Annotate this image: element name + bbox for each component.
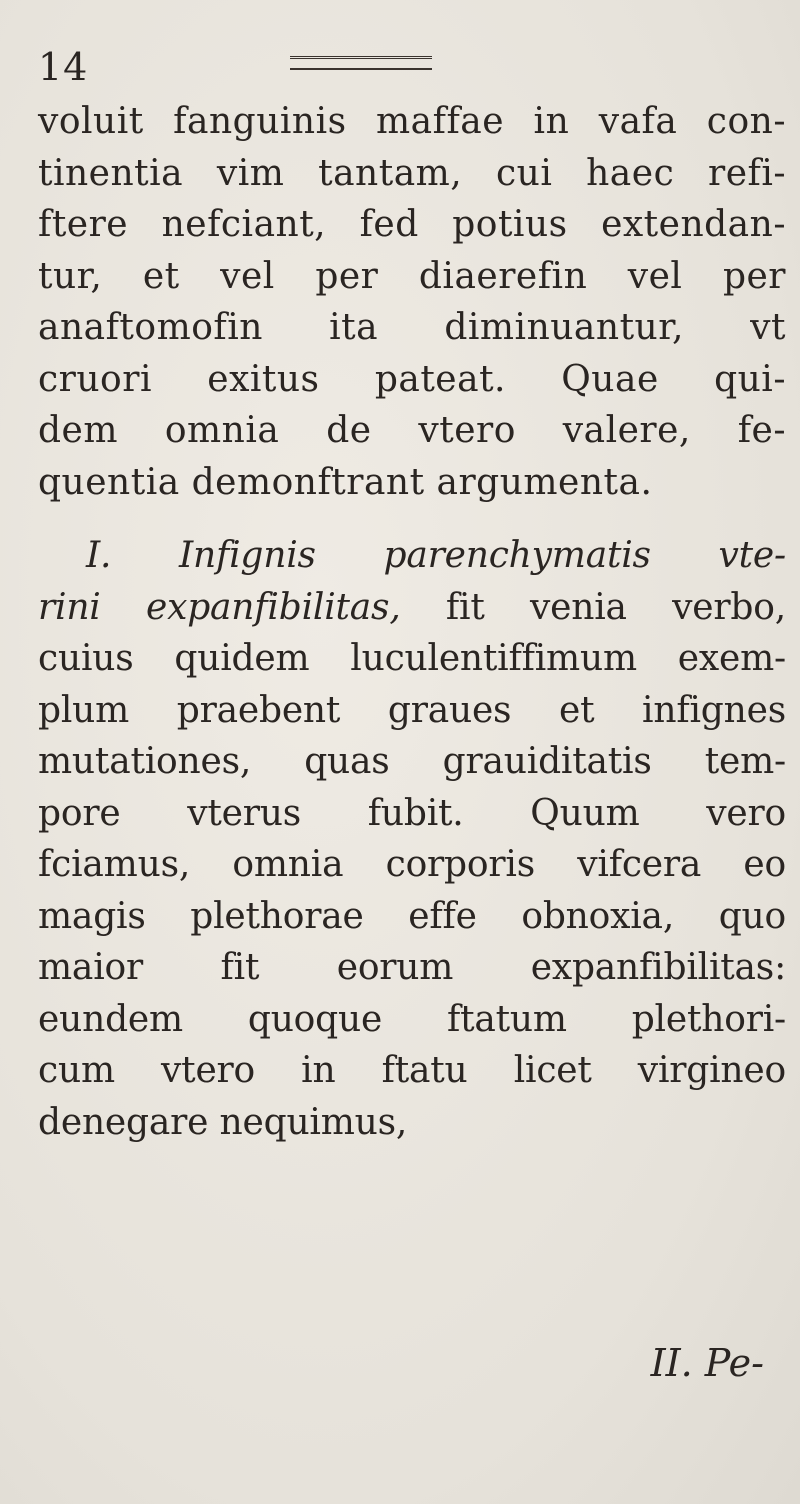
text-line: fciamus, omnia corporis vifcera eo [38, 844, 786, 885]
text-line: anaftomofin ita diminuantur, vt [38, 307, 786, 348]
italic-term: rini expanfibilitas, [38, 586, 401, 628]
text-line: cuius quidem luculentiffimum exem- [38, 638, 786, 679]
header-rule-ornament [290, 56, 432, 70]
text-line: plum praebent graues et infignes [38, 689, 786, 731]
text-line: tur, et vel per diaerefin vel per [38, 255, 786, 297]
text-line: mutationes, quas grauiditatis tem- [38, 741, 786, 782]
text-line: voluit fanguinis maffae in vafa con- [38, 101, 786, 142]
paragraph-gap [38, 508, 798, 530]
page-number: 14 [38, 45, 89, 89]
text-line: maior fit eorum expanfibilitas: [38, 947, 786, 988]
roman-text: fit venia verbo, [400, 586, 786, 628]
text-line: cum vtero in ftatu licet virgineo [38, 1050, 786, 1091]
text-line: tinentia vim tantam, cui haec refi- [38, 152, 786, 194]
text-line: denegare nequimus, [38, 1101, 408, 1143]
page-header [38, 42, 538, 92]
text-line: cruori exitus pateat. Quae qui- [38, 358, 786, 400]
catchword: II. Pe- [650, 1341, 764, 1385]
paragraph-2 [38, 530, 798, 1148]
text-line: dem omnia de vtero valere, fe- [38, 410, 786, 451]
section-heading-line: I. Infignis parenchymatis vte- [86, 535, 786, 576]
text-line: ftere nefciant, fed potius extendan- [38, 204, 786, 245]
paragraph-1 [38, 96, 798, 508]
text-line: quentia demonftrant argumenta. [38, 461, 653, 503]
text-line: magis plethorae effe obnoxia, quo [38, 895, 786, 937]
text-line [38, 582, 786, 634]
text-line: eundem quoque ftatum plethori- [38, 998, 786, 1040]
body-text [38, 96, 798, 1148]
text-line: pore vterus fubit. Quum vero [38, 792, 786, 834]
